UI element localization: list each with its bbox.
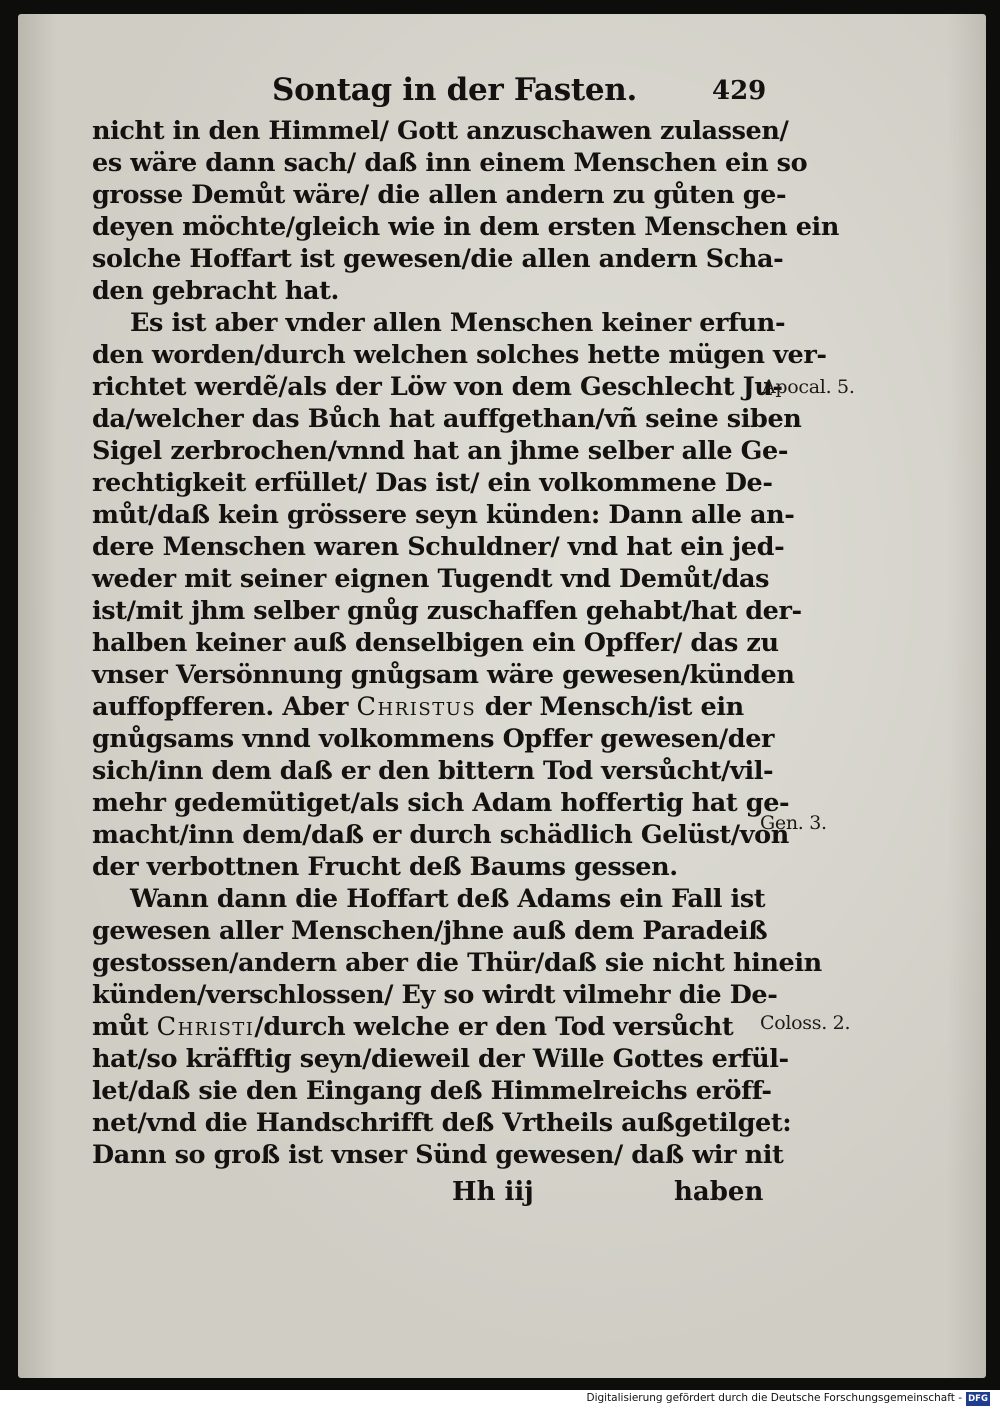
text-line: nicht in den Himmel/ Gott anzuschawen zulassen/ xyxy=(92,116,789,146)
text-line: ist/mit jhm selber gnůg zuschaffen gehabt/hat der- xyxy=(92,596,802,626)
text-line: macht/inn dem/daß er durch schädlich Gelüst/von xyxy=(92,820,789,850)
funding-credit: Digitalisierung gefördert durch die Deutsche Forschungsgemeinschaft - xyxy=(586,1392,962,1404)
text-line: den gebracht hat. xyxy=(92,276,339,306)
text-line: künden/verschlossen/ Ey so wirdt vilmehr die De- xyxy=(92,980,778,1010)
text-line: Wann dann die Hoffart deß Adams ein Fall ist xyxy=(130,884,766,914)
text-line: der verbottnen Frucht deß Baums gessen. xyxy=(92,852,678,882)
text-line: net/vnd die Handschrifft deß Vrtheils außgetilget: xyxy=(92,1108,792,1138)
text-line: mehr gedemütiget/als sich Adam hoffertig hat ge- xyxy=(92,788,790,818)
text-line: gnůgsams vnnd volkommens Opffer gewesen/der xyxy=(92,724,775,754)
text-segment: můt xyxy=(92,1012,149,1042)
text-line: můt/daß kein grössere seyn künden: Dann alle an- xyxy=(92,500,795,530)
text-line: halben keiner auß denselbigen ein Opffer/ das zu xyxy=(92,628,779,658)
text-line: den worden/durch welchen solches hette mügen ver- xyxy=(92,340,827,370)
text-segment: /durch welche er den Tod versůcht xyxy=(254,1012,734,1042)
text-line: deyen möchte/gleich wie in dem ersten Menschen ein xyxy=(92,212,839,242)
footer-bar xyxy=(0,1390,1000,1409)
text-line: hat/so kräfftig seyn/dieweil der Wille Gottes erfül- xyxy=(92,1044,789,1074)
text-line: solche Hoffart ist gewesen/die allen andern Scha- xyxy=(92,244,784,274)
margin-note-gen: Gen. 3. xyxy=(760,812,827,834)
text-line: Dann so groß ist vnser Sünd gewesen/ daß wir nit xyxy=(92,1140,784,1170)
text-line: gewesen aller Menschen/jhne auß dem Paradeiß xyxy=(92,916,768,946)
text-line: let/daß sie den Eingang deß Himmelreichs eröff- xyxy=(92,1076,772,1106)
text-line xyxy=(92,1012,733,1044)
text-line: Es ist aber vnder allen Menschen keiner erfun- xyxy=(130,308,786,338)
running-head: Sontag in der Fasten. xyxy=(272,72,638,108)
text-segment: auffopfferen. Aber xyxy=(92,692,349,722)
margin-note-coloss: Coloss. 2. xyxy=(760,1012,851,1034)
catchword: haben xyxy=(674,1177,764,1207)
text-line: Sigel zerbrochen/vnnd hat an jhme selber alle Ge- xyxy=(92,436,789,466)
small-caps-name: Christus xyxy=(356,692,477,722)
text-line xyxy=(92,692,744,724)
text-line: es wäre dann sach/ daß inn einem Menschen ein so xyxy=(92,148,808,178)
margin-note-apocal: Apocal. 5. xyxy=(762,376,855,398)
text-line: rechtigkeit erfüllet/ Das ist/ ein volkommene De- xyxy=(92,468,773,498)
small-caps-name: Christi xyxy=(156,1012,255,1042)
text-line: richtet werdẽ/als der Löw von dem Geschlecht Ju- xyxy=(92,372,783,402)
page-number: 429 xyxy=(712,76,767,106)
text-line: weder mit seiner eignen Tugendt vnd Demůt/das xyxy=(92,564,770,594)
text-line: gestossen/andern aber die Thür/daß sie nicht hinein xyxy=(92,948,822,978)
signature-mark: Hh iij xyxy=(452,1177,534,1207)
text-line: dere Menschen waren Schuldner/ vnd hat ein jed- xyxy=(92,532,785,562)
dfg-logo-icon[interactable]: DFG xyxy=(966,1392,990,1406)
text-line: vnser Versönnung gnůgsam wäre gewesen/künden xyxy=(92,660,795,690)
text-line: grosse Demůt wäre/ die allen andern zu gůten ge- xyxy=(92,180,787,210)
text-segment: der Mensch/ist ein xyxy=(484,692,744,722)
text-line: sich/inn dem daß er den bittern Tod versůcht/vil- xyxy=(92,756,774,786)
text-line: da/welcher das Bůch hat auffgethan/vñ seine siben xyxy=(92,404,802,434)
